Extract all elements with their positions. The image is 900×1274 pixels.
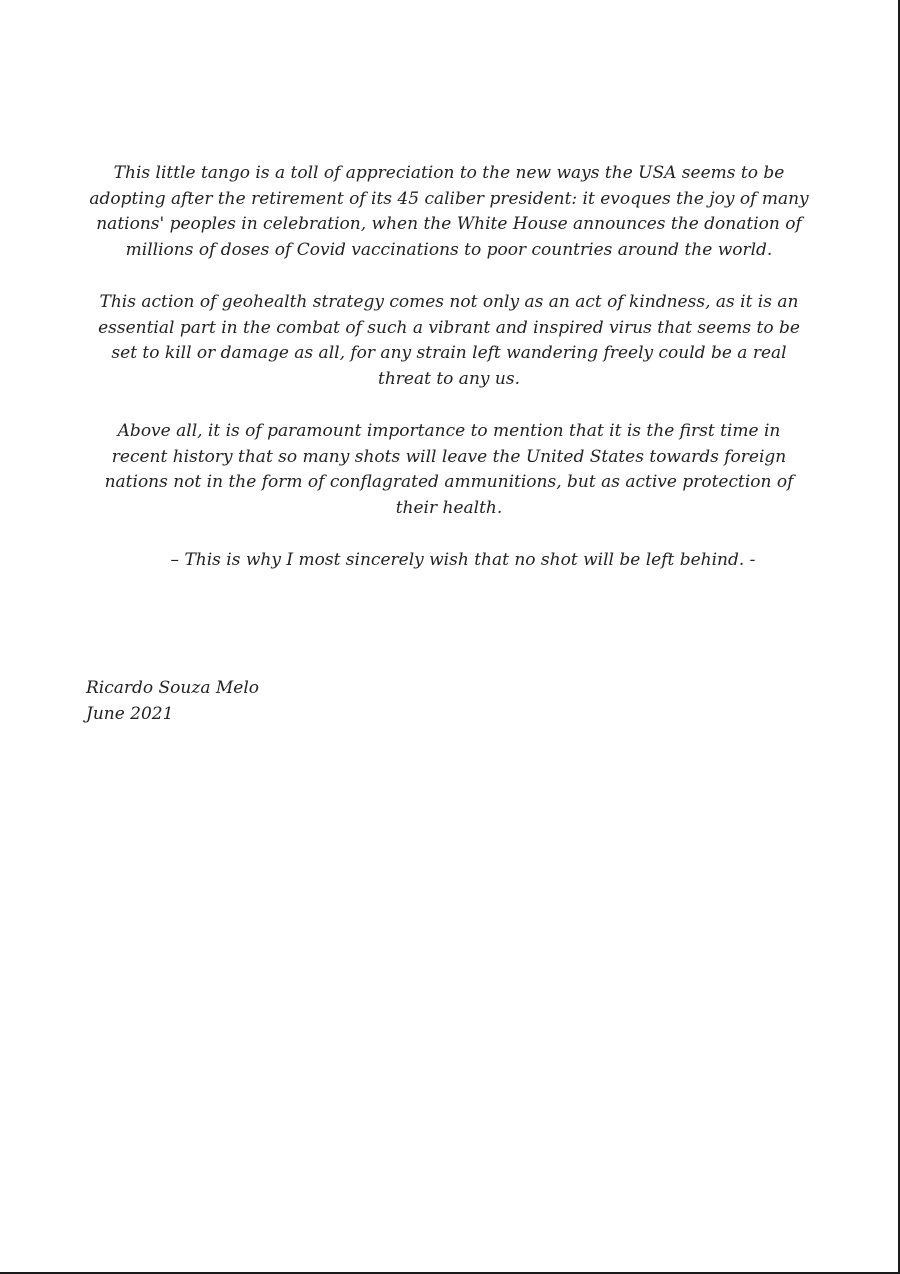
dedication-line: – This is why I most sincerely wish that no shot will be left behind. - <box>170 550 756 570</box>
paragraph-geohealth: This action of geohealth strategy comes not only as an act of kindness, as it is an essential part in the combat of such a vibrant and inspired virus that seems to be set to kill or damage as all, for any strain left wandering freely could be a real threat to any us. <box>98 292 800 389</box>
paragraph-paramount: Above all, it is of paramount importance to mention that it is the first time in recent history that so many shots will leave the United States towards foreign nations not in the form of conflagrated ammunitions, but as active protection of their health. <box>104 421 794 518</box>
author-name: Ricardo Souza Melo <box>86 678 260 698</box>
signature-block <box>86 676 259 727</box>
paragraph-appreciation: This little tango is a toll of appreciation to the new ways the USA seems to be adopting after the retirement of its 45 caliber president: it evoques the joy of many nations' peoples in celebration, when the White House announces the donation of millions of doses of Covid vaccinations to poor countries around the world. <box>89 163 809 260</box>
signature-date: June 2021 <box>86 703 174 724</box>
